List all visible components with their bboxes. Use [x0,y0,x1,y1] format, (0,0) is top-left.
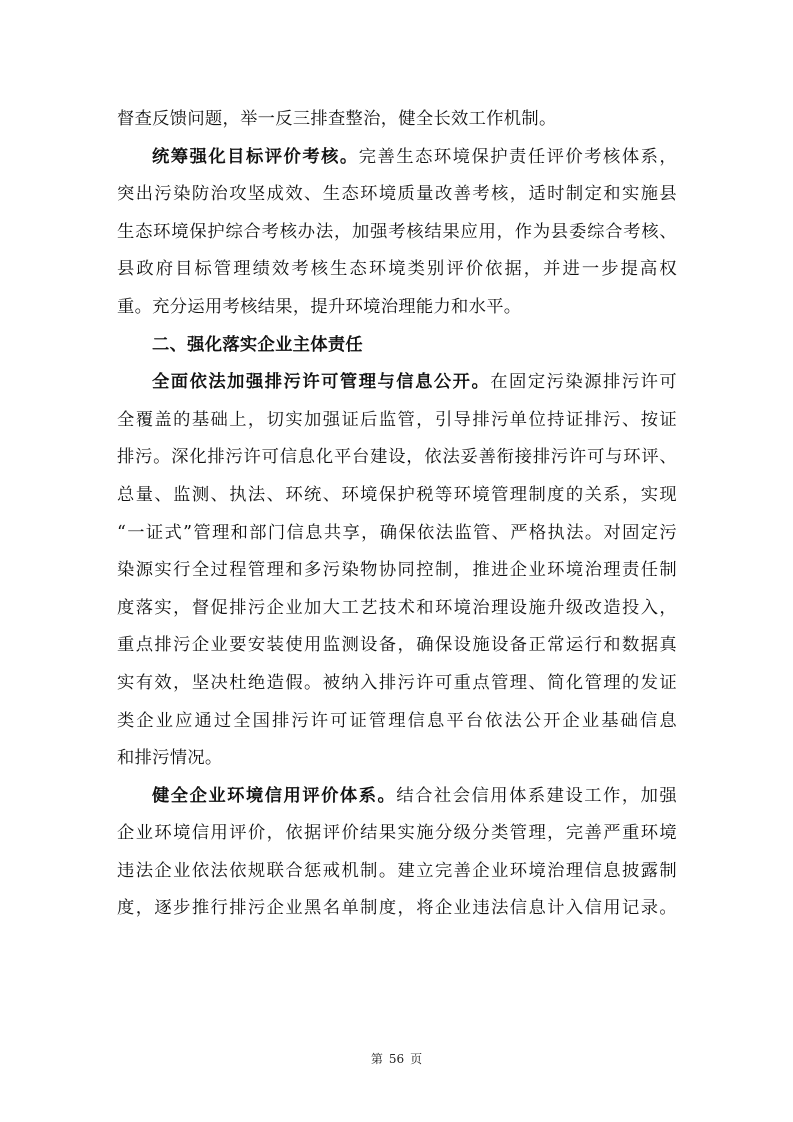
text-line: 排污。深化排污许可信息化平台建设，依法妥善衔接排污许可与环评、 [117,447,677,468]
paragraph-pollution-permit [117,364,677,778]
text-line [117,778,677,816]
paragraph-lead: 健全企业环境信用评价体系。 [152,785,397,806]
text-line: 类企业应通过全国排污许可证管理信息平台依法公开企业基础信息 [117,710,677,731]
text-line: 度落实，督促排污企业加大工艺技术和环境治理设施升级改造投入， [117,597,677,618]
page-number [0,1051,793,1067]
text-line: 县政府目标管理绩效考核生态环境类别评价依据，并进一步提高权 [117,259,677,280]
text-line: 总量、监测、执法、环统、环境保护税等环境管理制度的关系，实现 [117,484,677,505]
text-line: 督查反馈问题，举一反三排查整治，健全长效工作机制。 [117,109,557,129]
paragraph-continuation [117,101,677,139]
text-line: “一证式”管理和部门信息共享，确保依法监管、严格执法。对固定污 [117,522,677,543]
text-line: 重。充分运用考核结果，提升环境治理能力和水平。 [117,296,522,317]
text-segment: 结合社会信用体系建设工作，加强 [396,785,677,806]
text-line: 全覆盖的基础上，切实加强证后监管，引导排污单位持证排污、按证 [117,409,677,430]
text-line: 实有效，坚决杜绝造假。被纳入排污许可重点管理、简化管理的发证 [117,672,677,693]
page-number-value: 56 [388,1052,405,1066]
page-number-prefix: 第 [370,1052,383,1066]
text-line: 重点排污企业要安装使用监测设备，确保设施设备正常运行和数据真 [117,635,677,656]
text-line: 企业环境信用评价，依据评价结果实施分级分类管理，完善严重环境 [117,823,677,844]
text-line: 和排污情况。 [117,748,223,769]
text-line: 突出污染防治攻坚成效、生态环境质量改善考核，适时制定和实施县 [117,184,677,205]
document-body [117,101,677,928]
text-line: 染源实行全过程管理和多污染物协同控制，推进企业环境治理责任制 [117,560,677,581]
paragraph-credit-evaluation [117,778,677,928]
section-heading: 二、强化落实企业主体责任 [152,334,363,355]
text-line: 度，逐步推行排污企业黑名单制度，将企业违法信息计入信用记录。 [117,898,677,919]
text-segment: 完善生态环境保护责任评价考核体系， [358,146,677,167]
text-line [117,139,677,177]
text-line [117,364,677,402]
text-segment: 在固定污染源排污许可 [490,372,677,393]
paragraph-lead: 统筹强化目标评价考核。 [152,146,359,167]
paragraph-lead: 全面依法加强排污许可管理与信息公开。 [152,372,491,393]
text-line: 生态环境保护综合考核办法，加强考核结果应用，作为县委综合考核、 [117,221,677,242]
paragraph-target-evaluation [117,139,677,327]
page-number-suffix: 页 [410,1052,423,1066]
text-line: 违法企业依法依规联合惩戒机制。建立完善企业环境治理信息披露制 [117,860,677,881]
